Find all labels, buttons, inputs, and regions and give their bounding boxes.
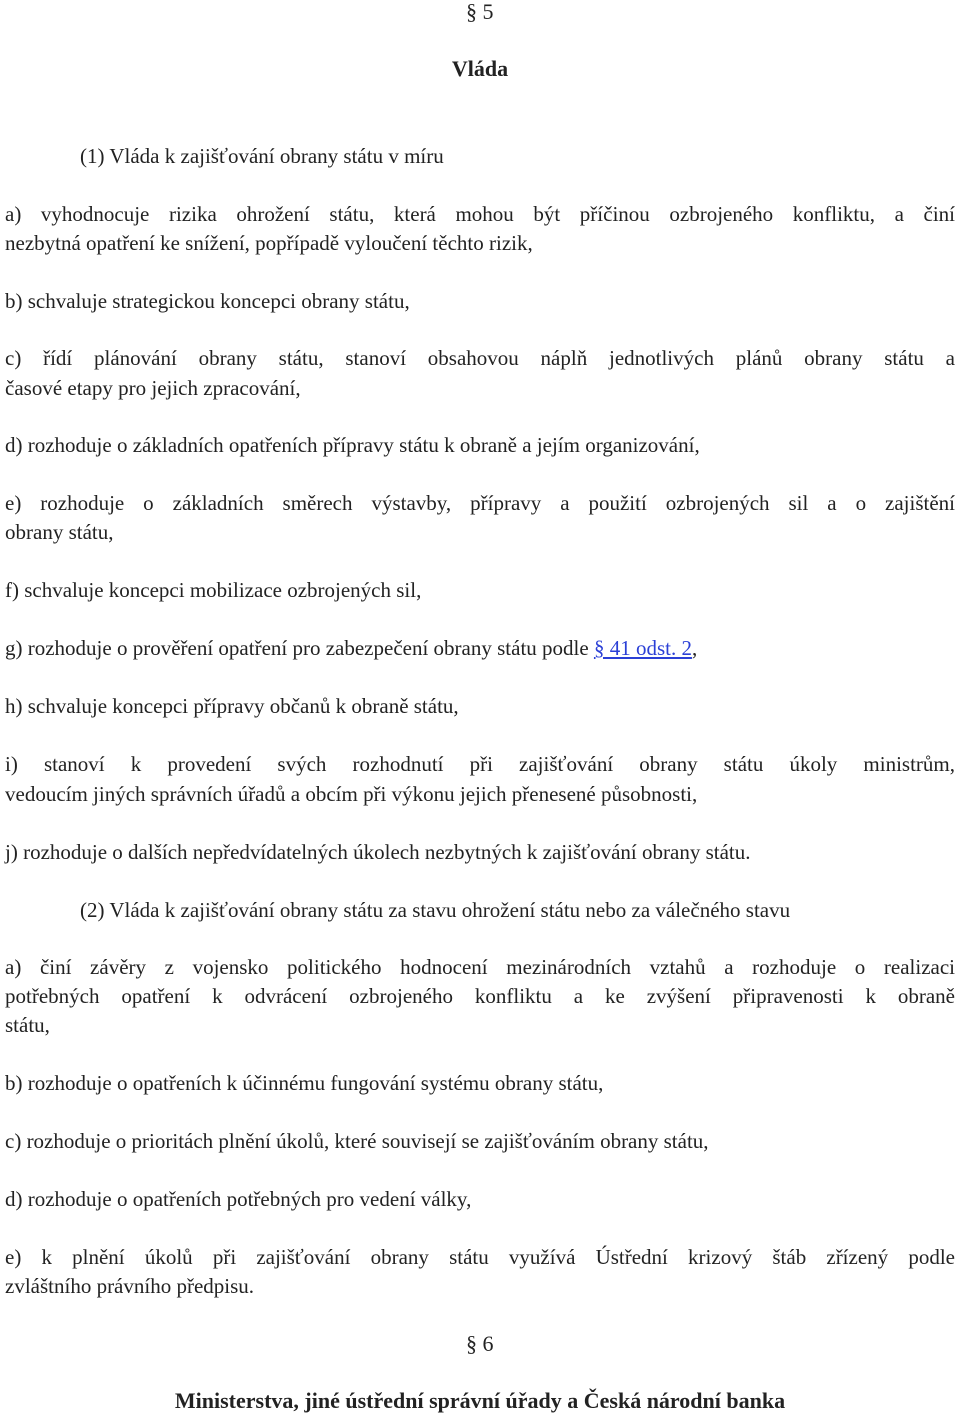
item-g-text: g) rozhoduje o prověření opatření pro zabezpečení obrany státu podle — [5, 636, 594, 660]
para1-item-f: f) schvaluje koncepci mobilizace ozbrojených sil, — [5, 578, 422, 602]
section-5-sign: § 5 — [466, 0, 494, 24]
para2-item-b: b) rozhoduje o opatřeních k účinnému fungování systému obrany státu, — [5, 1071, 604, 1095]
para2-item-a-line1: a) činí závěry z vojensko politického hodnocení mezinárodních vztahů a rozhoduje o realizaci — [5, 955, 955, 979]
para2-item-e-line1: e) k plnění úkolů při zajišťování obrany státu využívá Ústřední krizový štáb zřízený podle — [5, 1245, 955, 1269]
para1-item-c-line2: časové etapy pro jejich zpracování, — [5, 376, 301, 400]
para2-item-a-line3: státu, — [5, 1013, 50, 1037]
para1-item-a-line2: nezbytná opatření ke snížení, popřípadě vyloučení těchto rizik, — [5, 231, 533, 255]
para1-item-i-line2: vedoucím jiných správních úřadů a obcím při výkonu jejich přenesené působnosti, — [5, 782, 698, 806]
para2-item-d: d) rozhoduje o opatřeních potřebných pro vedení války, — [5, 1187, 472, 1211]
para1-item-i-line1: i) stanoví k provedení svých rozhodnutí při zajišťování obrany státu úkoly ministrům, — [5, 752, 955, 776]
para1-item-c-line1: c) řídí plánování obrany státu, stanoví obsahovou náplň jednotlivých plánů obrany státu a — [5, 346, 955, 370]
section-41-link[interactable]: § 41 odst. 2 — [593, 636, 692, 660]
para1-item-b: b) schvaluje strategickou koncepci obrany státu, — [5, 289, 410, 313]
para2-item-a-line2: potřebných opatření k odvrácení ozbrojeného konfliktu a ke zvýšení připravenosti k obraně — [5, 984, 955, 1008]
para1-item-d: d) rozhoduje o základních opatřeních přípravy státu k obraně a jejím organizování, — [5, 433, 700, 457]
para1-intro: (1) Vláda k zajišťování obrany státu v míru — [80, 144, 444, 168]
section-6-sign: § 6 — [466, 1331, 494, 1356]
para1-item-j: j) rozhoduje o dalších nepředvídatelných úkolech nezbytných k zajišťování obrany státu. — [5, 840, 751, 864]
para1-item-a-line1: a) vyhodnocuje rizika ohrožení státu, která mohou být příčinou ozbrojeného konfliktu, a činí — [5, 202, 955, 226]
para2-item-e-line2: zvláštního právního předpisu. — [5, 1274, 255, 1298]
para1-item-h: h) schvaluje koncepci přípravy občanů k obraně státu, — [5, 694, 459, 718]
para1-item-e-line1: e) rozhoduje o základních směrech výstavby, přípravy a použití ozbrojených sil a o zajištění — [5, 491, 955, 515]
para1-item-e-line2: obrany státu, — [5, 520, 114, 544]
section-6-title: Ministerstva, jiné ústřední správní úřady a Česká národní banka — [174, 1388, 786, 1413]
item-g-trailing: , — [691, 636, 698, 660]
para1-item-g — [5, 635, 955, 661]
para2-item-c: c) rozhoduje o prioritách plnění úkolů, které souvisejí se zajišťováním obrany státu, — [5, 1129, 709, 1153]
section-5-title: Vláda — [451, 56, 509, 81]
para2-intro: (2) Vláda k zajišťování obrany státu za stavu ohrožení státu nebo za válečného stavu — [80, 898, 791, 922]
